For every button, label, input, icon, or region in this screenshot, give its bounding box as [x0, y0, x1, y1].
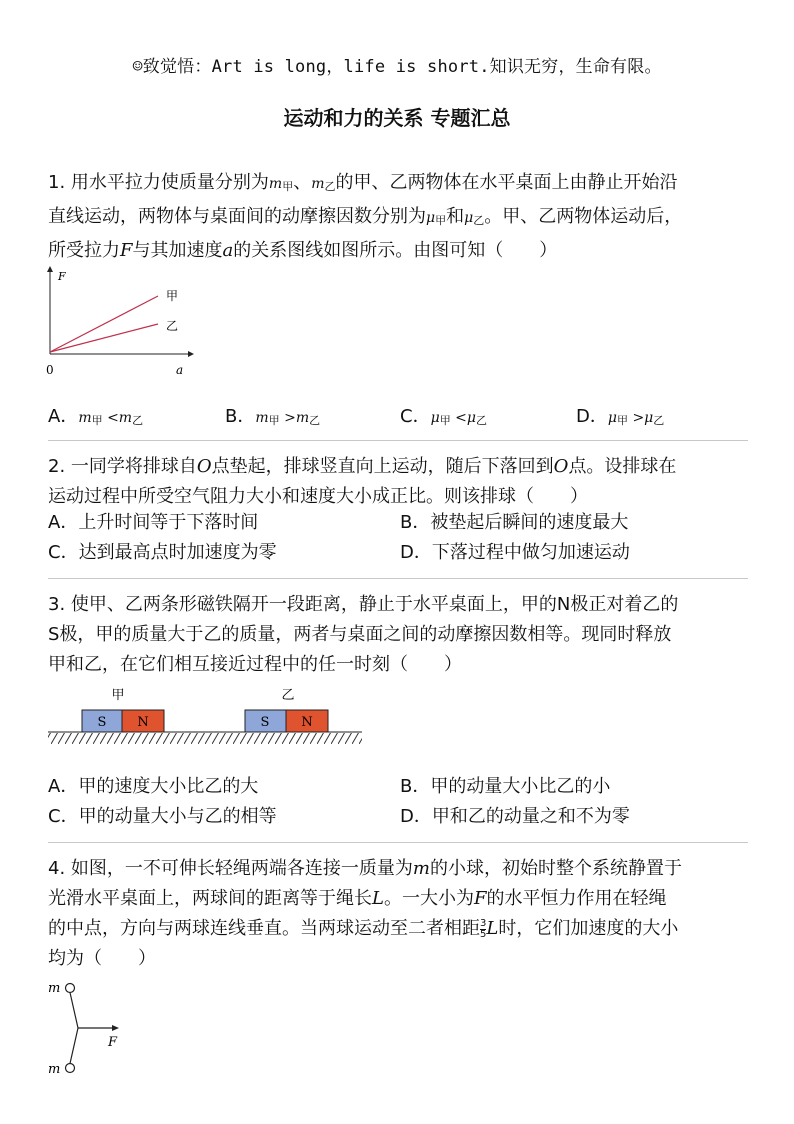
mass-top-label: m	[48, 981, 61, 996]
q1-option-a[interactable]: A．m甲 <m乙	[48, 406, 144, 427]
line-jia-label: 甲	[166, 289, 179, 303]
q3-option-c[interactable]: C．甲的动量大小与乙的相等	[48, 806, 277, 827]
svg-text:S: S	[260, 715, 270, 730]
fraction-3-5: $\frac{3}{5}$	[480, 917, 487, 940]
q1-graph	[40, 262, 200, 380]
line-yi	[50, 324, 158, 352]
page-title: 运动和力的关系 专题汇总	[283, 106, 511, 130]
q2-option-b[interactable]: B．被垫起后瞬间的速度最大	[400, 512, 629, 533]
q3-option-b[interactable]: B．甲的动量大小比乙的小	[400, 776, 611, 797]
axis-a-label: a	[176, 363, 184, 377]
q2-option-c[interactable]: C．达到最高点时加速度为零	[48, 542, 277, 563]
table-hatch	[48, 733, 362, 744]
q2-option-d[interactable]: D．下落过程中做匀加速运动	[400, 542, 630, 563]
divider	[48, 842, 748, 843]
axis-f-label: F	[58, 270, 66, 283]
question-2-text: 2. 一同学将排球自O点垫起，排球竖直向上运动，随后下落回到O点。设排球在 运动过程中所受空气阻力大小和速度大小成正比。则该排球（ ）	[48, 456, 677, 507]
magnet-yi-label: 乙	[281, 688, 295, 703]
ball-top	[66, 984, 75, 993]
divider	[48, 578, 748, 579]
divider	[48, 440, 748, 441]
q2-option-a[interactable]: A．上升时间等于下落时间	[48, 512, 259, 533]
force-label: F	[108, 1035, 118, 1050]
svg-text:N: N	[137, 715, 149, 730]
ball-bottom	[66, 1064, 75, 1073]
line-jia	[50, 296, 158, 352]
line-yi-label: 乙	[166, 319, 179, 333]
page-motto: ☺致觉悟：Art is long，life is short.知识无穷，生命有限。	[132, 57, 662, 77]
svg-text:S: S	[97, 715, 107, 730]
svg-text:N: N	[301, 715, 313, 730]
mass-bottom-label: m	[48, 1062, 61, 1077]
question-3-text: 3. 使甲、乙两条形磁铁隔开一段距离，静止于水平桌面上，甲的N极正对着乙的 S极，甲的质量大于乙的质量，两者与桌面之间的动摩擦因数相等。现同时释放 甲和乙，在它们相互接近过程中的任一时刻（ ）	[48, 594, 679, 675]
question-4-text: 4. 如图，一不可伸长轻绳两端各连接一质量为m的小球，初始时整个系统静置于 光滑水平桌面上，两球间的距离等于绳长L。一大小为F的水平恒力作用在轻绳 的中点，方向与两球连线垂直。当两球运动至二者相距 $\frac{3}{5}$ L时，它们加速度的大小 均为（ ）	[48, 858, 682, 969]
q1-option-d[interactable]: D．μ甲 >μ乙	[576, 406, 665, 427]
q3-option-d[interactable]: D．甲和乙的动量之和不为零	[400, 806, 630, 827]
magnet-jia-label: 甲	[111, 688, 125, 703]
q3-magnet-figure	[44, 684, 366, 750]
question-1-text: 1. 用水平拉力使质量分别为m甲、m乙的甲、乙两物体在水平桌面上由静止开始沿 直线运动，两物体与桌面间的动摩擦因数分别为μ甲和μ乙。甲、乙两物体运动后， 所受拉力F与其加速度a的关系图线如图所示。由图可知（ ）	[48, 172, 683, 261]
q3-option-a[interactable]: A．甲的速度大小比乙的大	[48, 776, 259, 797]
q1-option-b[interactable]: B．m甲 >m乙	[225, 406, 321, 427]
q4-rope-figure	[44, 978, 144, 1078]
rope	[70, 993, 78, 1064]
q1-option-c[interactable]: C．μ甲 <μ乙	[400, 406, 487, 427]
origin-label: 0	[46, 363, 54, 377]
